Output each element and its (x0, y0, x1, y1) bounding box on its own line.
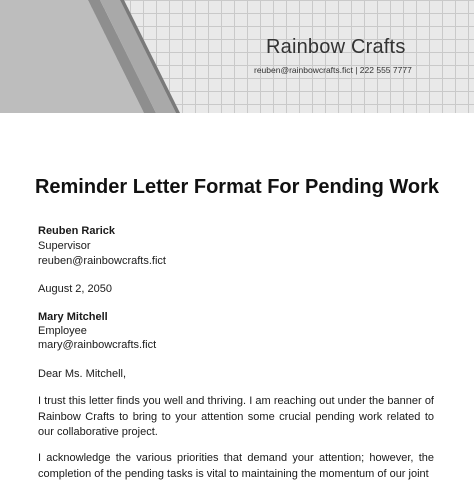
letter-date: August 2, 2050 (38, 283, 113, 295)
salutation: Dear Ms. Mitchell, (38, 368, 127, 380)
company-contact: reuben@rainbowcrafts.fict | 222 555 7777 (254, 65, 412, 75)
recipient-name: Mary Mitchell (38, 311, 108, 323)
recipient-email: mary@rainbowcrafts.fict (38, 339, 157, 351)
sender-email: reuben@rainbowcrafts.fict (38, 255, 166, 267)
sender-role: Supervisor (38, 240, 91, 252)
recipient-role: Employee (38, 325, 87, 337)
letter-title: Reminder Letter Format For Pending Work (34, 176, 440, 198)
letterhead-banner (0, 0, 474, 113)
company-name: Rainbow Crafts (266, 36, 406, 58)
body-paragraph: I trust this letter finds you well and thriving. I am reaching out under the banner of Rainbow Crafts to bring to your attention some crucial pending work related to our collaborative project. (38, 395, 434, 438)
sender-name: Reuben Rarick (38, 225, 116, 237)
body-paragraph: I acknowledge the various priorities that demand your attention; however, the completion of the pending tasks is vital to maintaining the momentum of our joint (38, 452, 434, 480)
